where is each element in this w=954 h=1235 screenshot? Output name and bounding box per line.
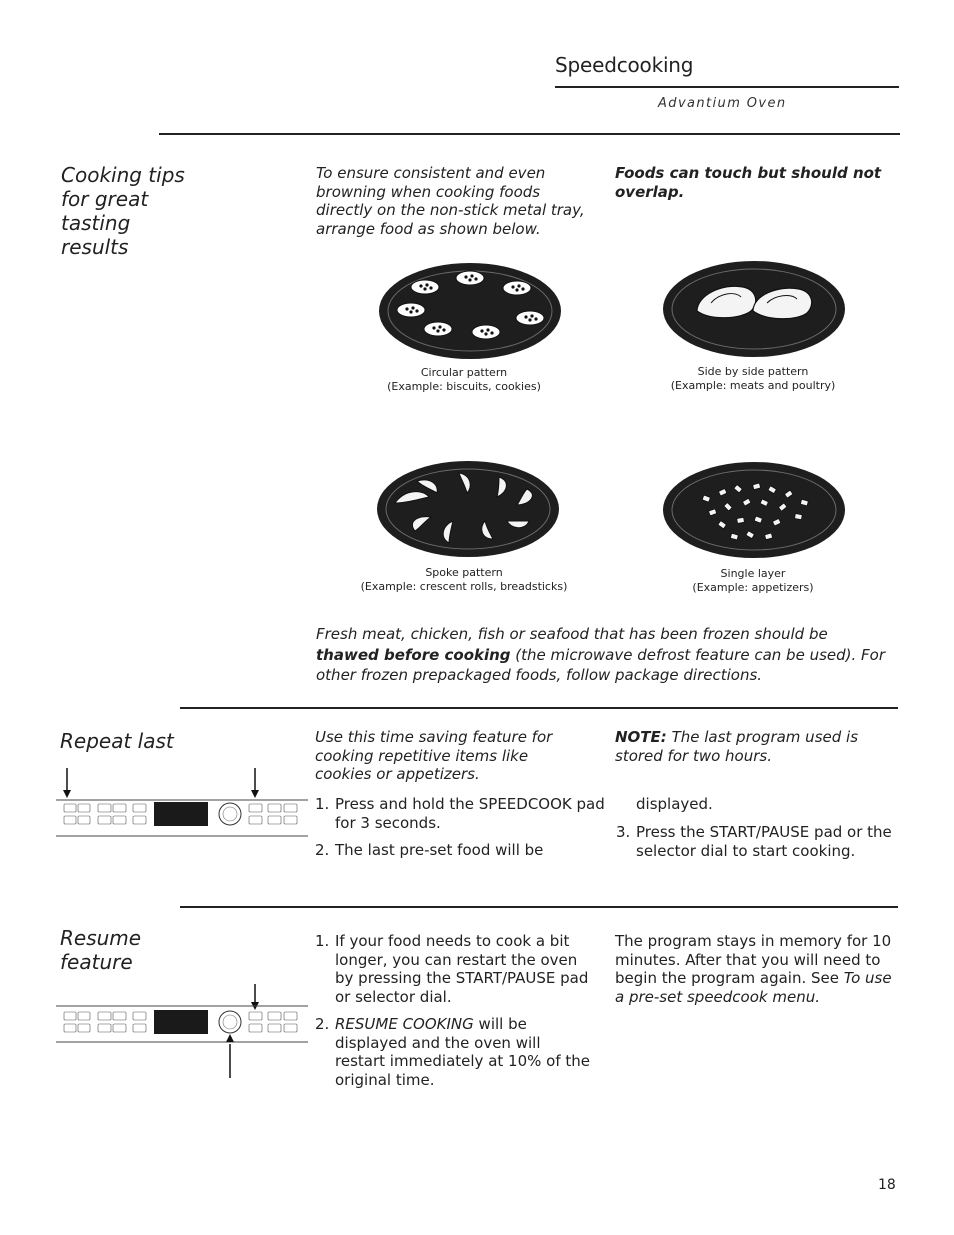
repeat-step-3-text: Press the START/PAUSE pad or the selector dial to start cooking. xyxy=(636,823,892,860)
repeat-step-3 xyxy=(616,823,896,860)
caption-side-by-side-pattern-example: (Example: meats and poultry) xyxy=(670,379,836,392)
resume-step-2-italic: RESUME COOKING xyxy=(335,1015,474,1033)
repeat-step-1-text: Press and hold the SPEEDCOOK pad for 3 seconds. xyxy=(335,795,605,832)
tray-circular-pattern xyxy=(377,261,563,361)
frozen-food-note-part-2: (the microwave defrost feature can be used). For other frozen prepackaged foods, follow package directions. xyxy=(316,645,885,684)
caption-spoke-pattern-name: Spoke pattern xyxy=(425,566,503,579)
resume-feature-heading: Resume feature xyxy=(60,926,142,974)
caption-side-by-side-pattern-name: Side by side pattern xyxy=(697,365,809,378)
caption-circular-pattern xyxy=(354,366,574,394)
control-panel-resume-illustration xyxy=(56,982,310,1082)
caption-circular-pattern-name: Circular pattern xyxy=(420,366,508,379)
caption-single-layer-name: Single layer xyxy=(720,567,786,580)
resume-step-1 xyxy=(315,932,590,1006)
caption-circular-pattern-example: (Example: biscuits, cookies) xyxy=(387,380,541,393)
repeat-last-heading: Repeat last xyxy=(60,729,174,753)
repeat-step-1-number: 1. xyxy=(315,795,330,813)
resume-memory-note-text: The program stays in memory for 10 minutes. After that you will need to begin the program again. See xyxy=(615,932,892,987)
resume-step-1-text: If your food needs to cook a bit longer, you can restart the oven by pressing the START/PAUSE pad or selector dial. xyxy=(335,932,589,1006)
cooking-tips-intro: To ensure consistent and even browning when cooking foods directly on the non-stick metal tray, arrange food as shown below. xyxy=(316,164,585,238)
tray-spoke-pattern xyxy=(375,459,561,559)
resume-step-2-text: will be displayed and the oven will restart immediately at 10% of the original time. xyxy=(335,1015,590,1089)
header-rule-short xyxy=(555,86,899,88)
repeat-last-note-text: The last program used is stored for two hours. xyxy=(615,728,859,765)
resume-feature-steps xyxy=(315,932,590,1098)
frozen-food-note-part-1: Fresh meat, chicken, fish or seafood that has been frozen should be xyxy=(316,625,828,643)
tray-single-layer xyxy=(661,460,847,560)
caption-side-by-side-pattern xyxy=(643,365,863,393)
tray-side-by-side-pattern xyxy=(661,259,847,359)
page-number: 18 xyxy=(878,1177,896,1193)
resume-step-2 xyxy=(315,1015,590,1089)
resume-step-2-number: 2. xyxy=(315,1015,330,1033)
repeat-last-rule xyxy=(180,707,898,709)
page-subtitle: Advantium Oven xyxy=(658,96,787,111)
repeat-last-steps-continued xyxy=(616,823,896,869)
control-panel-repeat-illustration xyxy=(56,766,310,838)
repeat-last-note xyxy=(615,728,900,765)
resume-step-1-number: 1. xyxy=(315,932,330,950)
caption-single-layer-example: (Example: appetizers) xyxy=(692,581,814,594)
frozen-food-note xyxy=(316,624,886,686)
resume-memory-note-link: To use a pre-set speedcook menu. xyxy=(615,969,892,1006)
repeat-last-intro: Use this time saving feature for cooking repetitive items like cookies or appetizers. xyxy=(315,728,553,783)
page-title: Speedcooking xyxy=(555,53,694,77)
repeat-last-note-label: NOTE: xyxy=(615,728,667,746)
repeat-last-steps xyxy=(315,795,605,869)
repeat-step-1 xyxy=(315,795,605,832)
repeat-step-3-number: 3. xyxy=(616,823,631,841)
resume-feature-rule xyxy=(180,906,898,908)
repeat-step-2-continued: displayed. xyxy=(636,795,713,813)
cooking-tips-heading: Cooking tips for great tasting results xyxy=(61,163,185,259)
caption-spoke-pattern xyxy=(353,566,575,594)
repeat-step-2-number: 2. xyxy=(315,841,330,859)
repeat-step-2 xyxy=(315,841,605,860)
frozen-food-note-bold: thawed before cooking xyxy=(316,645,511,664)
caption-spoke-pattern-example: (Example: crescent rolls, breadsticks) xyxy=(360,580,568,593)
header-rule xyxy=(159,133,900,135)
repeat-step-2-text: The last pre-set food will be xyxy=(335,841,544,859)
cooking-tips-note: Foods can touch but should not overlap. xyxy=(615,164,882,201)
caption-single-layer xyxy=(643,567,863,595)
resume-memory-note xyxy=(615,932,900,1006)
